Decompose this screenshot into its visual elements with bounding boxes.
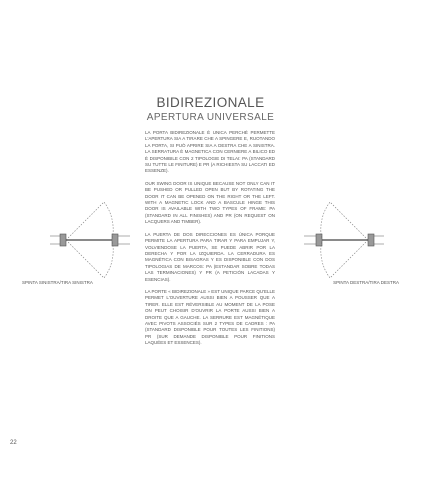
frame-left xyxy=(60,234,66,246)
swing-arc-top xyxy=(321,202,368,240)
paragraph-spanish: LA PUERTA DE DOS DIRECCIONES ES ÚNICA PORQUE PERMITE LA APERTURA PARA TIRAR Y PARA EMPUJAR Y, VOLVIENDOSE LA PUERTA, SE PUEDE ABRIR POR LA DERECHA Y POR LA IZQUIERDA. LA CERRADURA ES MAGNÉTICA CON BISAGRAS Y ES DISPONIBLE CON DOS TIPOLOGIAS DE MARCOS: PA (ESTANDAR SOBRE TODAS LAS TERMINACIONES) Y PR (A PETICIÓN LACADAS Y ESENCIAS). xyxy=(145,231,275,282)
paragraph-english: OUR SWING DOOR IS UNIQUE BECAUSE NOT ONLY CAN IT BE PUSHED OR PULLED OPEN BUT BY ROTATING THE DOOR IT CAN BE OPENED ON THE RIGHT OR THE LEFT. WITH A MAGNETIC LOCK AND A BASCULE HINGE THIS DOOR IS AVAILABLE WITH TWO TYPES OF FRAME: PA (STANDARD IN ALL FINISHES) AND PR (ON REQUEST ON LACQUERS AND TIMBER). xyxy=(145,180,275,225)
paragraph-italian: LA PORTA BIDIREZIONALE È UNICA PERCHÉ PERMETTE L'APERTURA SIA A TIRARE CHE A SPINGERE E, RUOTANDO LA PORTA, SI PUÒ APRIRE SIA A DESTRA CHE A SINISTRA. LA SERRATURA È MAGNETICA CON CERNIERE A BILICO ED È DISPONIBILE CON 2 TIPOLOGIE DI TELAI: PA (STANDARD SU TUTTE LE FINITURE) E PR (A RICHIESTA SU LACCATI ED ESSENZE). xyxy=(145,130,275,174)
frame-left xyxy=(316,234,322,246)
frame-right xyxy=(112,234,118,246)
page-title: BIDIREZIONALE xyxy=(156,95,265,110)
paragraph-french: LA PORTE « BIDIREZIONALE » EST UNIQUE PARCE QU'ELLE PERMET L'OUVERTURE AUSSI BIEN A POUSSER QUE A TIRER. ELLE EST RÉVERSIBLE AU MOMENT DE LA POSE ON PEUT CHOISIR D'OUVRIR LA PORTE AUSSI BIEN A DROITE QUE A GAUCHE. LA SERRURE EST MAGNÉTIQUE AVEC PIVOTS ASSOCIÉS SUR 2 TYPES DE CADRES : PA (STANDARD DISPONIBLE POUR TOUTES LES FINITIONS) PR (SUR DEMANDE DISPONIBLE POUR FINITIONS LAQUÉES ET ESSENCES). xyxy=(145,288,275,346)
page-number: 22 xyxy=(10,440,17,446)
page-subtitle: APERTURA UNIVERSALE xyxy=(146,112,275,123)
swing-arc-bottom xyxy=(321,240,368,278)
diagram-caption-left: SPINTA SINISTRA/TIRA SINISTRA xyxy=(22,280,93,285)
swing-arc-bottom xyxy=(66,240,113,278)
door-swing-diagram-left xyxy=(50,200,130,280)
swing-arc-top xyxy=(66,202,113,240)
diagram-caption-right: SPINTA DESTRA/TIRA DESTRA xyxy=(333,280,399,285)
text-column xyxy=(145,130,275,353)
frame-right xyxy=(368,234,374,246)
door-swing-diagram-right xyxy=(304,200,384,280)
